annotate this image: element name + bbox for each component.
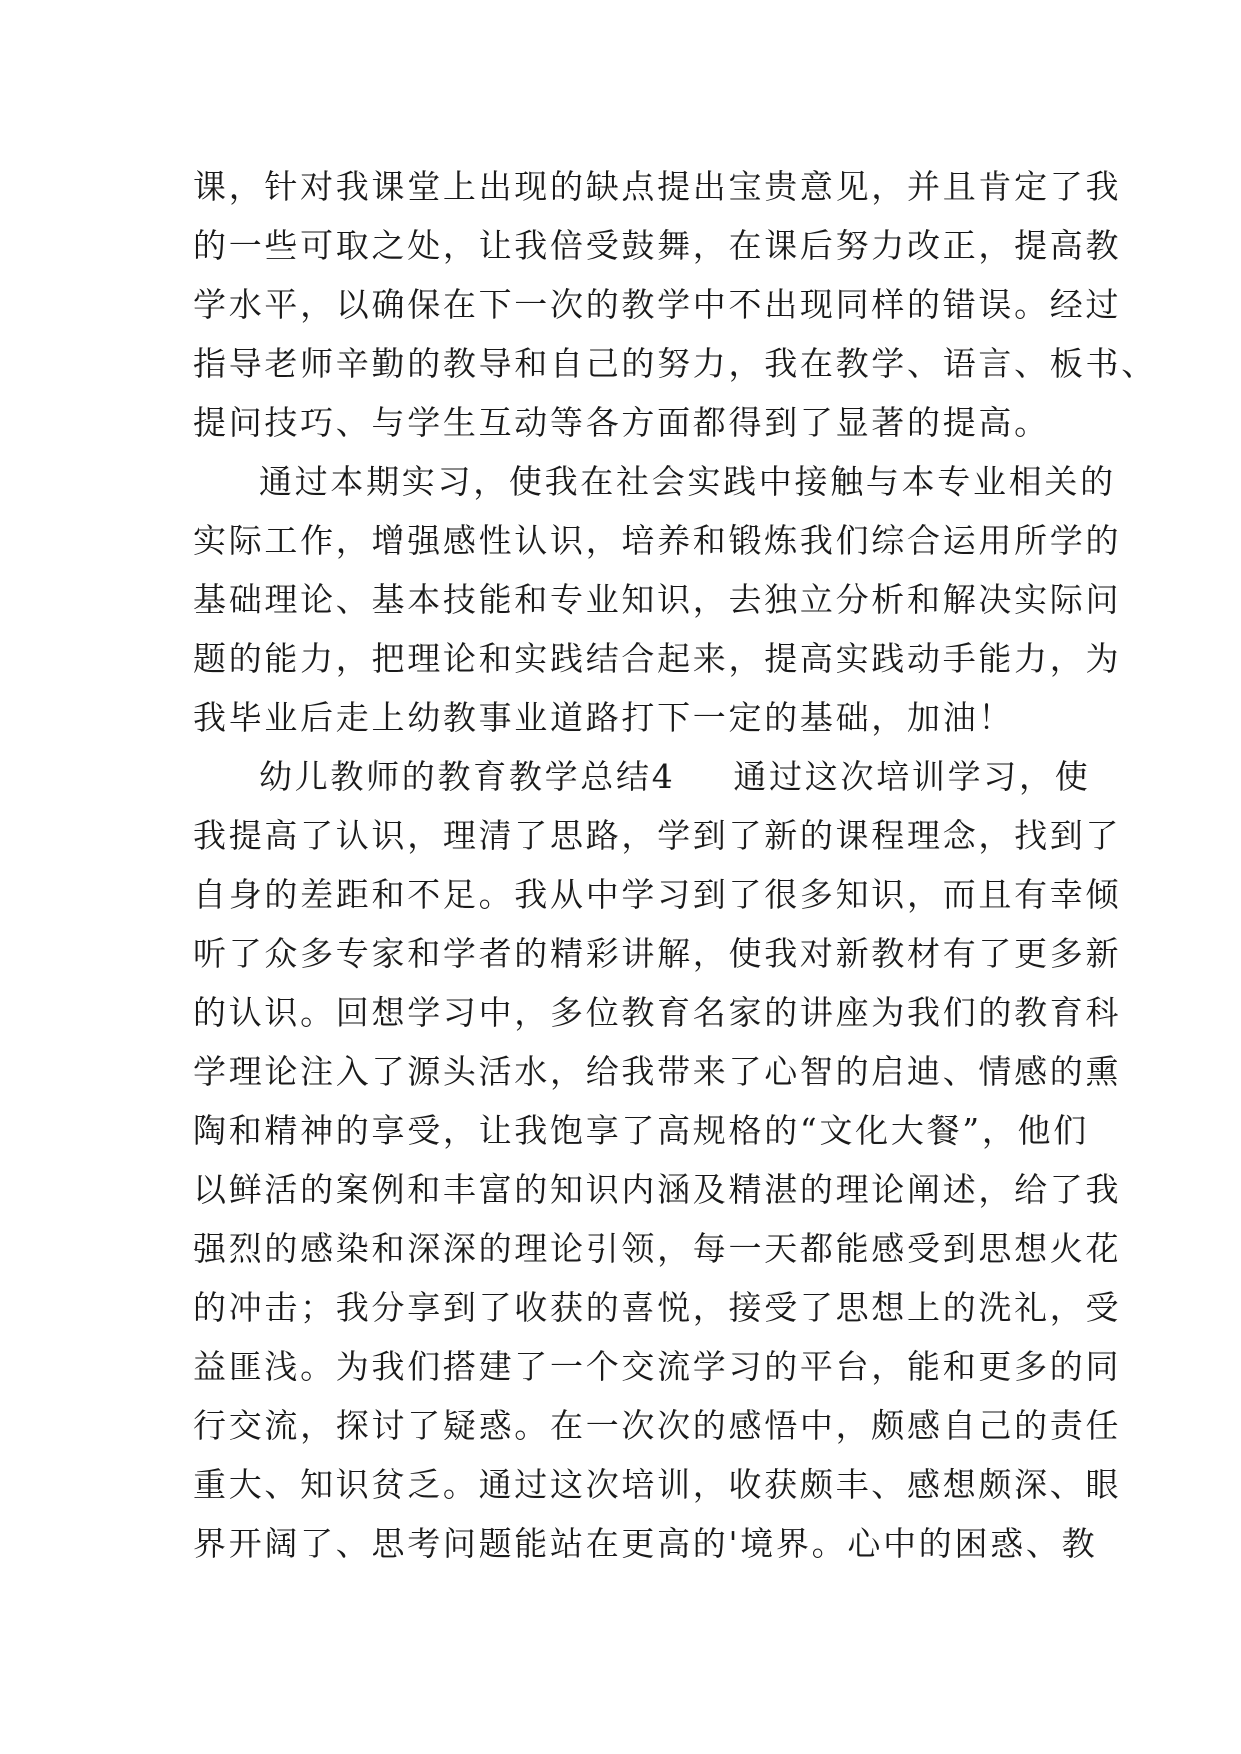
text-line: 我提高了认识，理清了思路，学到了新的课程理念，找到了 [193, 816, 1122, 855]
text-line: 题的能力，把理论和实践结合起来，提高实践动手能力，为 [193, 639, 1122, 678]
text-line: 基础理论、基本技能和专业知识，去独立分析和解决实际问 [193, 580, 1122, 619]
text-line: 的一些可取之处，让我倍受鼓舞，在课后努力改正，提高教 [193, 226, 1122, 265]
document-body [193, 157, 1157, 1573]
text-line: 界开阔了、思考问题能站在更高的'境界。心中的困惑、教 [193, 1524, 1098, 1563]
text-line: 重大、知识贫乏。通过这次培训，收获颇丰、感想颇深、眼 [193, 1465, 1122, 1504]
text-line: 陶和精神的享受，让我饱享了高规格的“文化大餐”，他们 [193, 1111, 1089, 1150]
text-line: 听了众多专家和学者的精彩讲解，使我对新教材有了更多新 [193, 934, 1122, 973]
text-line: 强烈的感染和深深的理论引领，每一天都能感受到思想火花 [193, 1229, 1122, 1268]
paragraph-start-line: 通过本期实习，使我在社会实践中接触与本专业相关的 [259, 462, 1116, 501]
text-line: 益匪浅。为我们搭建了一个交流学习的平台，能和更多的同 [193, 1347, 1122, 1386]
section-heading: 幼儿教师的教育教学总结4 [259, 757, 676, 796]
text-line: 自身的差距和不足。我从中学习到了很多知识，而且有幸倾 [193, 875, 1122, 914]
text-line: 行交流，探讨了疑惑。在一次次的感悟中，颇感自己的责任 [193, 1406, 1122, 1445]
text-line: 课，针对我课堂上出现的缺点提出宝贵意见，并且肯定了我 [193, 167, 1122, 206]
text-line: 的认识。回想学习中，多位教育名家的讲座为我们的教育科 [193, 993, 1122, 1032]
section-heading-line [193, 747, 1091, 806]
text-line: 指导老师辛勤的教导和自己的努力，我在教学、语言、板书、 [193, 344, 1157, 383]
text-line: 我毕业后走上幼教事业道路打下一定的基础，加油！ [193, 698, 1015, 737]
text-line: 学理论注入了源头活水，给我带来了心智的启迪、情感的熏 [193, 1052, 1122, 1091]
text-line: 以鲜活的案例和丰富的知识内涵及精湛的理论阐述，给了我 [193, 1170, 1122, 1209]
text-line: 实际工作，增强感性认识，培养和锻炼我们综合运用所学的 [193, 521, 1122, 560]
text-line: 学水平，以确保在下一次的教学中不出现同样的错误。经过 [193, 285, 1122, 324]
section-first-text: 通过这次培训学习，使 [733, 757, 1091, 796]
text-line: 的冲击；我分享到了收获的喜悦，接受了思想上的洗礼，受 [193, 1288, 1122, 1327]
text-line: 提问技巧、与学生互动等各方面都得到了显著的提高。 [193, 403, 1050, 442]
